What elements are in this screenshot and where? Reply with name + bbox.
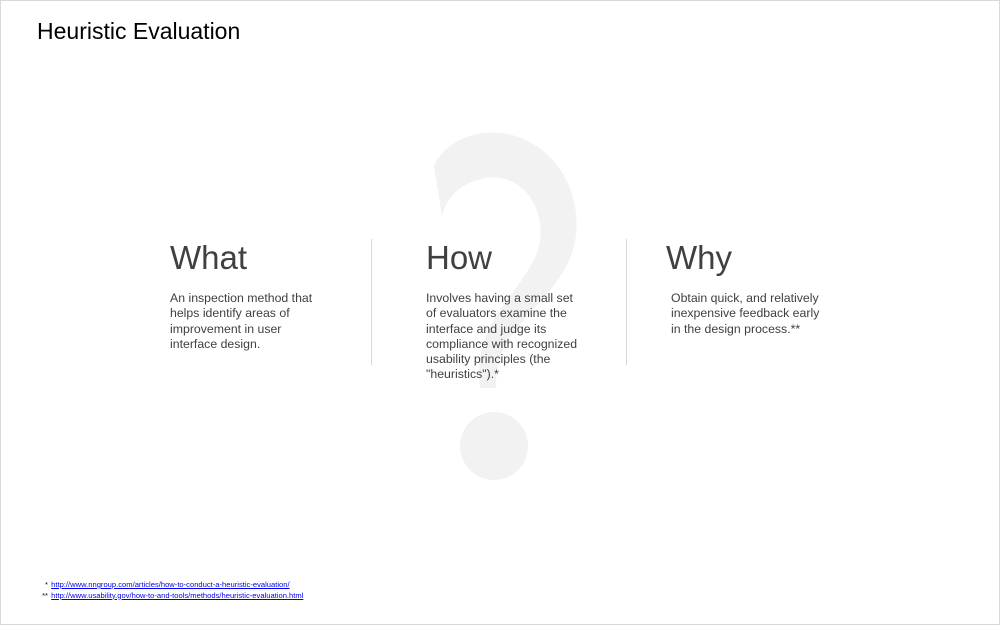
footnote-1 — [37, 580, 303, 591]
how-heading: How — [426, 239, 493, 276]
why-body: Obtain quick, and relatively inexpensive feedback early in the design process.** — [671, 291, 820, 336]
nngroup-link[interactable]: http://www.nngroup.com/articles/how-to-conduct-a-heuristic-evaluation/ — [51, 580, 290, 589]
footnote-2 — [37, 591, 303, 602]
column-divider-right — [626, 239, 627, 365]
what-body: An inspection method that helps identify areas of improvement in user interface design. — [170, 291, 313, 351]
what-column — [170, 239, 312, 352]
usability-gov-link[interactable]: http://www.usability.gov/how-to-and-tools/methods/heuristic-evaluation.html — [51, 590, 304, 600]
why-column — [666, 239, 819, 337]
how-body: Involves having a small set of evaluators examine the interface and judge its compliance with recognized usability principles (the "heuristics").* — [426, 291, 578, 382]
what-heading: What — [170, 239, 248, 276]
footnote-marker: * — [45, 580, 48, 589]
column-divider-left — [371, 239, 372, 365]
why-heading: Why — [666, 239, 732, 276]
slide-title: Heuristic Evaluation — [37, 18, 241, 44]
how-column — [426, 239, 577, 383]
footnote-marker: ** — [42, 590, 48, 600]
footnotes — [37, 580, 303, 601]
